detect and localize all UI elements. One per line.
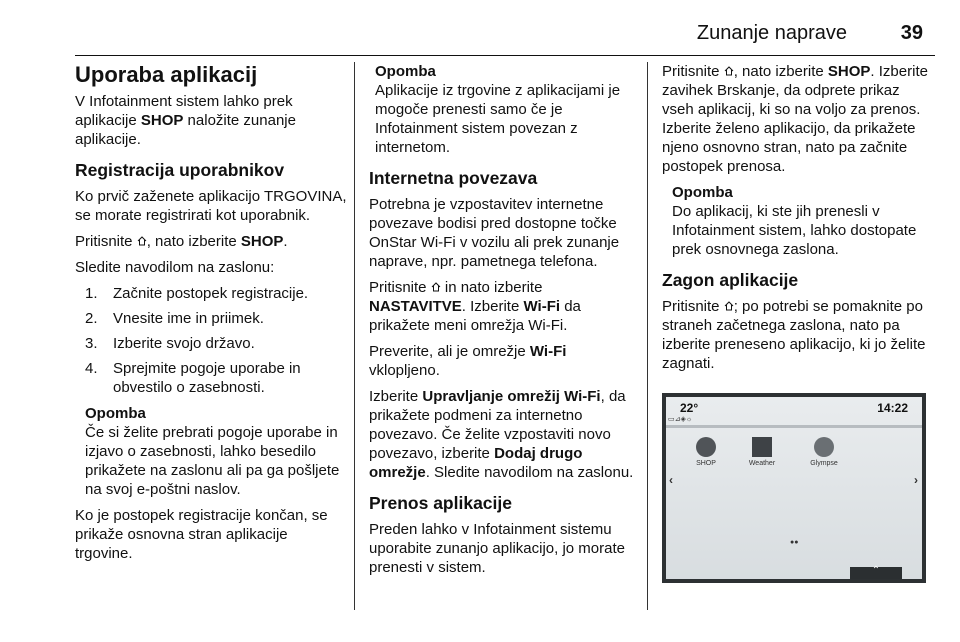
infotainment-screenshot [662, 393, 926, 583]
home-bar[interactable] [850, 567, 902, 579]
heading-internet-connection: Internetna povezava [369, 168, 538, 188]
glympse-icon [814, 437, 834, 457]
paragraph: Pritisnite in nato izberite NASTAVITVE. Izberite Wi-Fi da prikažete meni omrežja Wi-Fi. [369, 279, 581, 334]
home-icon [431, 281, 441, 293]
paragraph: Pritisnite , nato izberite SHOP. [75, 233, 288, 250]
download-icon [696, 437, 716, 457]
note-text: Do aplikacij, ki ste jih prenesli v Infotainment sistem, lahko dostopate prek osnovnega zaslona. [672, 203, 917, 258]
list-item: 3. Izberite svojo državo. [85, 335, 255, 352]
temperature-readout: 22° [680, 401, 699, 415]
section-title: Zunanje naprave [696, 22, 847, 44]
note-text: Če si želite prebrati pogoje uporabe in izjavo o zasebnosti, lahko besedilo prikažete na zaslonu ali pa ga pošljete na svoj e-poštni naslov. [85, 424, 340, 498]
list-item: 2. Vnesite ime in priimek. [85, 310, 264, 327]
heading-using-apps: Uporaba aplikacij [75, 62, 258, 87]
list-item: 4. Sprejmite pogoje uporabe in obvestilo o zasebnosti. [85, 360, 301, 396]
chevron-right-icon[interactable]: › [914, 473, 918, 487]
column-3 [662, 62, 934, 380]
note-box [85, 404, 347, 499]
app-tile-weather[interactable] [744, 437, 780, 467]
top-bar [666, 425, 922, 428]
paragraph: Preden lahko v Infotainment sistemu uporabite zunanjo aplikacijo, jo morate prenesti v sistem. [369, 521, 625, 576]
header-rule [75, 55, 935, 56]
page-header [75, 8, 935, 48]
heading-user-registration: Registracija uporabnikov [75, 160, 285, 180]
home-icon [724, 300, 734, 312]
status-icons: ▭⊿◈☼ [668, 416, 693, 423]
weather-channel-logo [752, 437, 772, 457]
note-title: Opomba [375, 63, 436, 80]
note-title: Opomba [672, 184, 733, 201]
app-label: SHOP [696, 460, 716, 467]
intro-paragraph: V Infotainment sistem lahko prek aplikacije SHOP naložite zunanje aplikacije. [75, 93, 296, 148]
app-label: Weather [748, 460, 776, 467]
clock-readout: 14:22 [877, 401, 908, 415]
note-text: Aplikacije iz trgovine z aplikacijami je mogoče prenesti samo če je Infotainment sistem povezan z internetom. [375, 82, 621, 156]
column-2 [369, 62, 635, 584]
app-tile-shop[interactable] [688, 437, 724, 467]
chevron-left-icon[interactable]: ‹ [669, 473, 673, 487]
column-divider [354, 62, 355, 610]
paragraph: Pritisnite ; po potrebi se pomaknite po straneh začetnega zaslona, nato pa izberite preneseno aplikacijo, ki jo želite zagnati. [662, 298, 926, 372]
paragraph: Ko prvič zaženete aplikacijo TRGOVINA, se morate registrirati kot uporabnik. [75, 188, 347, 224]
heading-launch-app: Zagon aplikacije [662, 270, 799, 290]
page-indicator: ●● [790, 539, 799, 546]
note-title: Opomba [85, 405, 146, 422]
home-icon [724, 65, 734, 77]
paragraph: Potrebna je vzpostavitev internetne povezave bodisi pred dostopne točke OnStar Wi-Fi v vozilu ali prek zunanje naprave, npr. pametnega telefona. [369, 196, 620, 270]
paragraph: Izberite Upravljanje omrežij Wi-Fi, da prikažete podmeni za internetno povezavo. Če želite vzpostaviti novo povezavo, izberite Dodaj drugo omrežje. Sledite navodilom na zaslonu. [369, 388, 634, 481]
heading-app-download: Prenos aplikacije [369, 493, 512, 513]
column-divider [647, 62, 648, 610]
page-number: 39 [900, 22, 923, 44]
app-tile-glympse[interactable] [806, 437, 842, 467]
paragraph: Preverite, ali je omrežje Wi-Fi vklopljeno. [369, 343, 567, 379]
home-screen [666, 397, 922, 579]
note-box [375, 62, 635, 157]
paragraph: Sledite navodilom na zaslonu: [75, 259, 275, 276]
home-icon [137, 235, 147, 247]
chevron-up-icon: ⌃ [871, 565, 881, 576]
app-label: Glympse [810, 460, 838, 467]
column-1 [75, 62, 347, 570]
list-item: 1. Začnite postopek registracije. [85, 285, 309, 302]
paragraph: Pritisnite , nato izberite SHOP. Izberite zavihek Brskanje, da odprete prikaz vseh aplikacij, ki so na voljo za prenos. Izberite želeno aplikacijo, da prikažete njeno osnovno stran, nato pa začnite postopek prenosa. [662, 63, 928, 175]
registration-steps [75, 284, 347, 397]
note-box [672, 183, 934, 259]
paragraph: Ko je postopek registracije končan, se prikaže osnovna stran aplikacije trgovine. [75, 507, 328, 562]
